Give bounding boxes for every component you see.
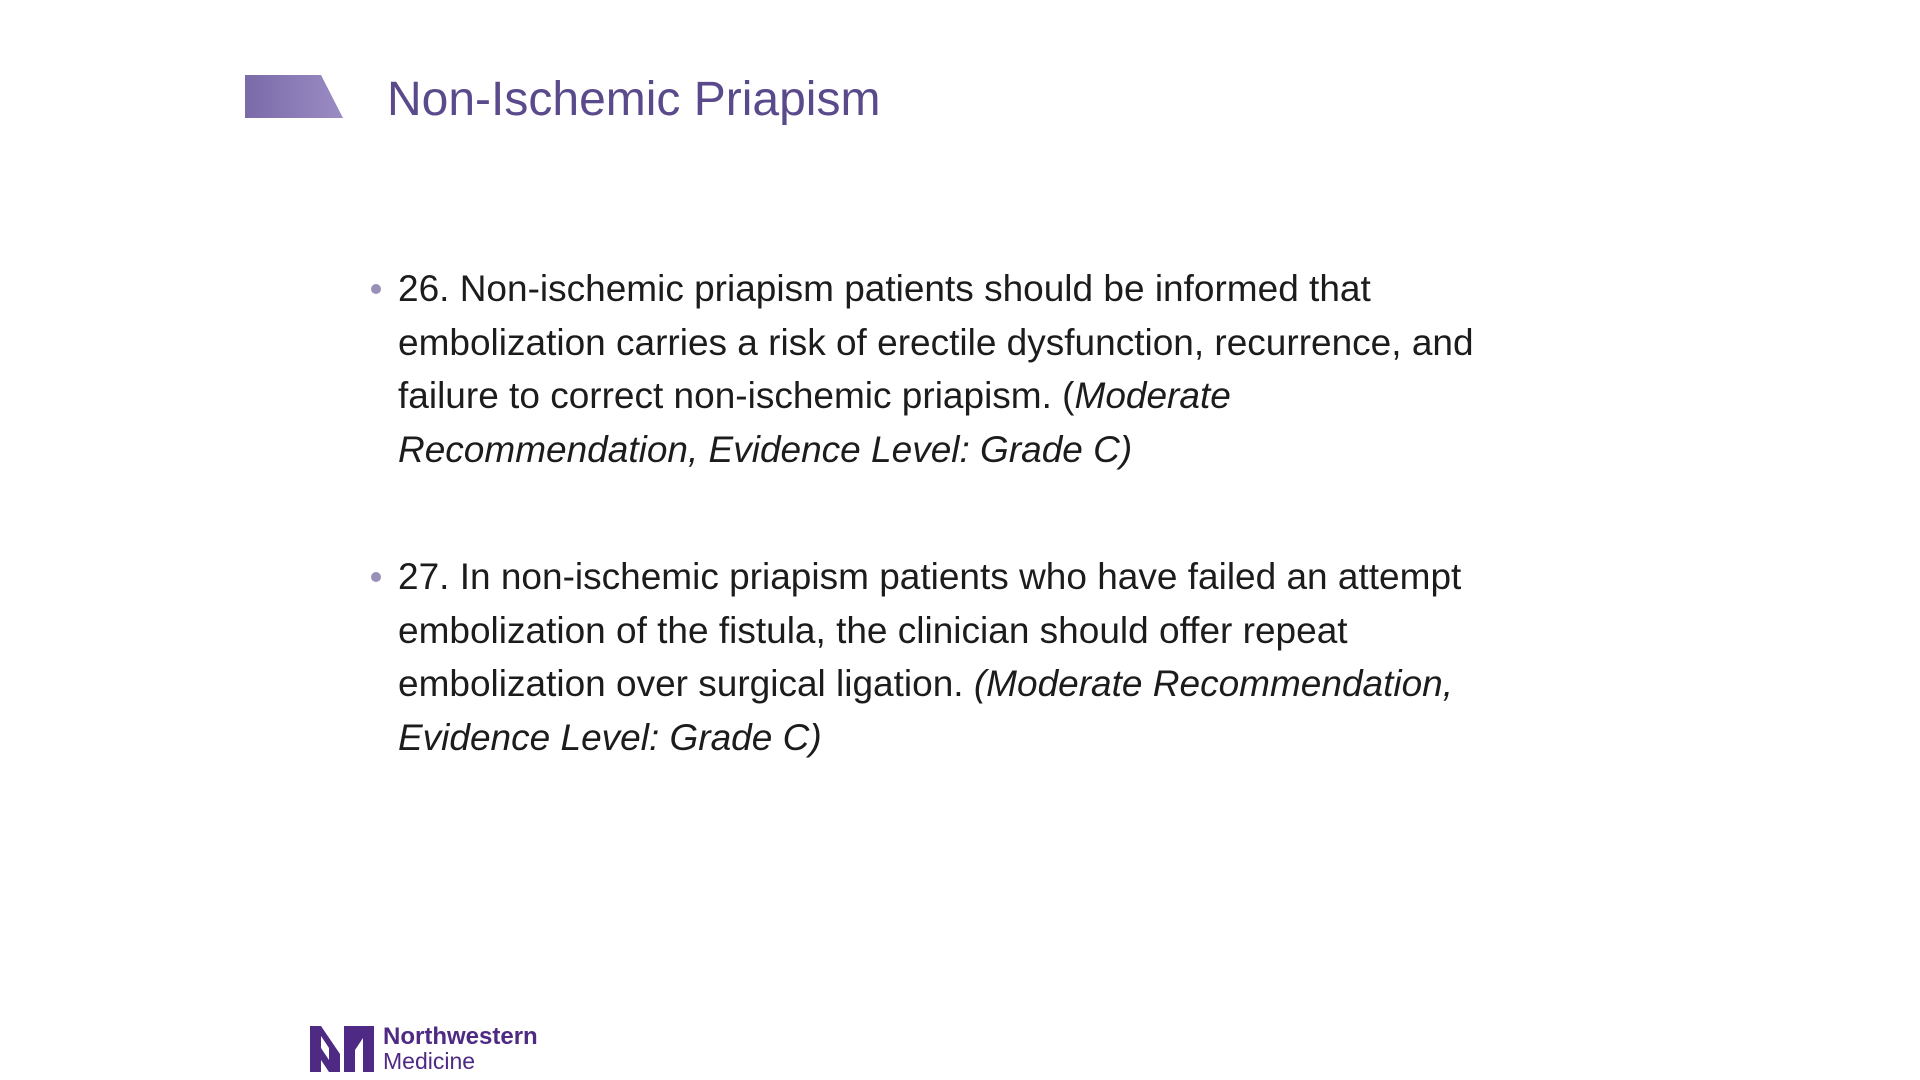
recommendation-26-grade: Moderate Recommendation, Evidence Level: Grade C)	[398, 375, 1231, 470]
title-accent-bar	[245, 75, 343, 118]
bullet-icon	[371, 284, 381, 294]
recommendation-27-grade: (Moderate Recommendation, Evidence Level: Grade C)	[398, 663, 1454, 758]
recommendation-list	[366, 262, 1496, 838]
northwestern-medicine-logo	[310, 1025, 538, 1073]
bullet-icon	[371, 572, 381, 582]
recommendation-27	[366, 550, 1496, 764]
recommendation-27-text: 27. In non-ischemic priapism patients who have failed an attempt embolization of the fistula, the clinician should offer repeat embolization over surgical ligation.	[398, 556, 1462, 704]
logo-line-medicine: Medicine	[383, 1048, 476, 1074]
logo-wordmark	[383, 1025, 538, 1073]
nm-logo-icon	[310, 1026, 374, 1072]
recommendation-26-text: 26. Non-ischemic priapism patients should be informed that embolization carries a risk of erectile dysfunction, recurrence, and failure to correct non-ischemic priapism. (	[398, 268, 1474, 416]
slide-title: Non-Ischemic Priapism	[387, 73, 881, 126]
logo-line-northwestern: Northwestern	[383, 1023, 538, 1050]
recommendation-26	[366, 262, 1496, 476]
